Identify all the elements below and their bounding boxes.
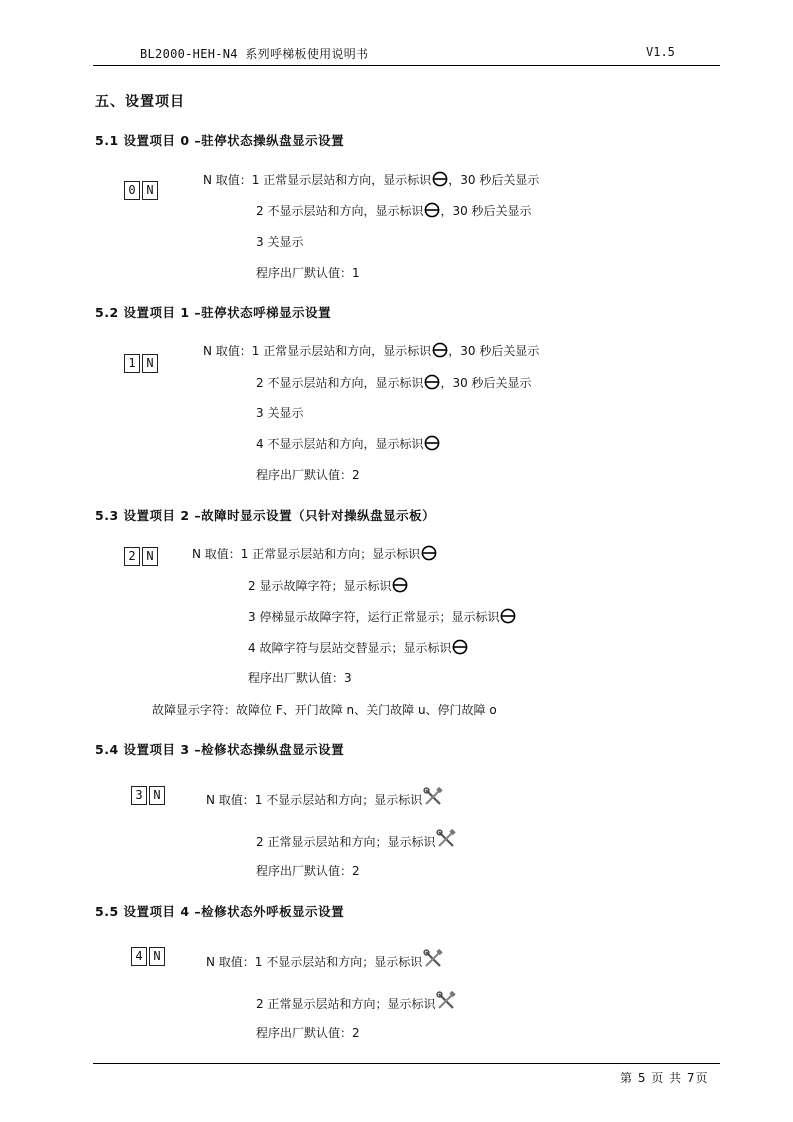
default-value: 程序出厂默认值：1 <box>256 266 360 280</box>
item-heading: 5.5 设置项目 4 –检修状态外呼板显示设置 <box>95 904 345 919</box>
option-line: 4 不显示层站和方向，显示标识 <box>256 435 440 452</box>
setting-code-box <box>124 181 158 200</box>
tools-icon <box>436 829 456 849</box>
option-line: 2 不显示层站和方向，显示标识 ，30 秒后关显示 <box>256 376 532 390</box>
code-value: N <box>149 786 165 805</box>
code-value: N <box>142 354 158 373</box>
theta-icon <box>424 202 440 218</box>
fault-char-note: 故障显示字符：故障位 F、开门故障 n、关门故障 u、停门故障 o <box>152 703 497 717</box>
option-line: N 取值：1 不显示层站和方向；显示标识 <box>206 787 443 808</box>
setting-code-box <box>131 947 165 966</box>
theta-icon <box>424 435 440 451</box>
default-value: 程序出厂默认值：3 <box>248 671 352 685</box>
option-line: 4 故障字符与层站交替显示；显示标识 <box>248 639 468 656</box>
tools-icon <box>436 991 456 1011</box>
option-line: 3 关显示 <box>256 235 304 249</box>
code-digit: 3 <box>131 786 147 805</box>
option-line: 3 停梯显示故障字符，运行正常显示；显示标识 <box>248 608 516 625</box>
default-value: 程序出厂默认值：2 <box>256 468 360 482</box>
setting-code-box <box>131 786 165 805</box>
setting-code-box <box>124 354 158 373</box>
tools-icon <box>423 949 443 969</box>
option-line: 3 关显示 <box>256 406 304 420</box>
code-value: N <box>142 181 158 200</box>
option-line: 2 显示故障字符；显示标识 <box>248 577 408 594</box>
page-number: 第 5 页 共 7页 <box>620 1071 709 1085</box>
tools-icon <box>423 787 443 807</box>
default-value: 程序出厂默认值：2 <box>256 864 360 878</box>
theta-icon <box>424 374 440 390</box>
option-line: N 取值：1 不显示层站和方向；显示标识 <box>206 949 443 970</box>
option-line: N 取值：1 正常显示层站和方向，显示标识 ，30 秒后关显示 <box>203 344 540 358</box>
theta-icon <box>432 171 448 187</box>
default-value: 程序出厂默认值：2 <box>256 1026 360 1040</box>
theta-icon <box>452 639 468 655</box>
setting-code-box <box>124 547 158 566</box>
document-title: BL2000-HEH-N4 系列呼梯板使用说明书 <box>140 47 369 61</box>
item-heading: 5.2 设置项目 1 –驻停状态呼梯显示设置 <box>95 305 332 320</box>
code-digit: 1 <box>124 354 140 373</box>
code-digit: 2 <box>124 547 140 566</box>
option-line: N 取值：1 正常显示层站和方向，显示标识 ，30 秒后关显示 <box>203 173 540 187</box>
code-digit: 0 <box>124 181 140 200</box>
option-line: 2 不显示层站和方向，显示标识 ，30 秒后关显示 <box>256 204 532 218</box>
item-heading: 5.3 设置项目 2 –故障时显示设置（只针对操纵盘显示板） <box>95 508 436 523</box>
code-digit: 4 <box>131 947 147 966</box>
document-version: V1.5 <box>646 45 675 59</box>
code-value: N <box>142 547 158 566</box>
item-heading: 5.1 设置项目 0 –驻停状态操纵盘显示设置 <box>95 133 345 148</box>
theta-icon <box>432 342 448 358</box>
option-line: 2 正常显示层站和方向；显示标识 <box>256 991 456 1012</box>
theta-icon <box>500 608 516 624</box>
footer-rule <box>93 1063 720 1064</box>
option-line: N 取值：1 正常显示层站和方向；显示标识 <box>192 545 437 562</box>
item-heading: 5.4 设置项目 3 –检修状态操纵盘显示设置 <box>95 742 345 757</box>
option-line: 2 正常显示层站和方向；显示标识 <box>256 829 456 850</box>
theta-icon <box>392 577 408 593</box>
header-rule <box>93 65 720 66</box>
code-value: N <box>149 947 165 966</box>
theta-icon <box>421 545 437 561</box>
section-title: 五、设置项目 <box>95 94 185 110</box>
